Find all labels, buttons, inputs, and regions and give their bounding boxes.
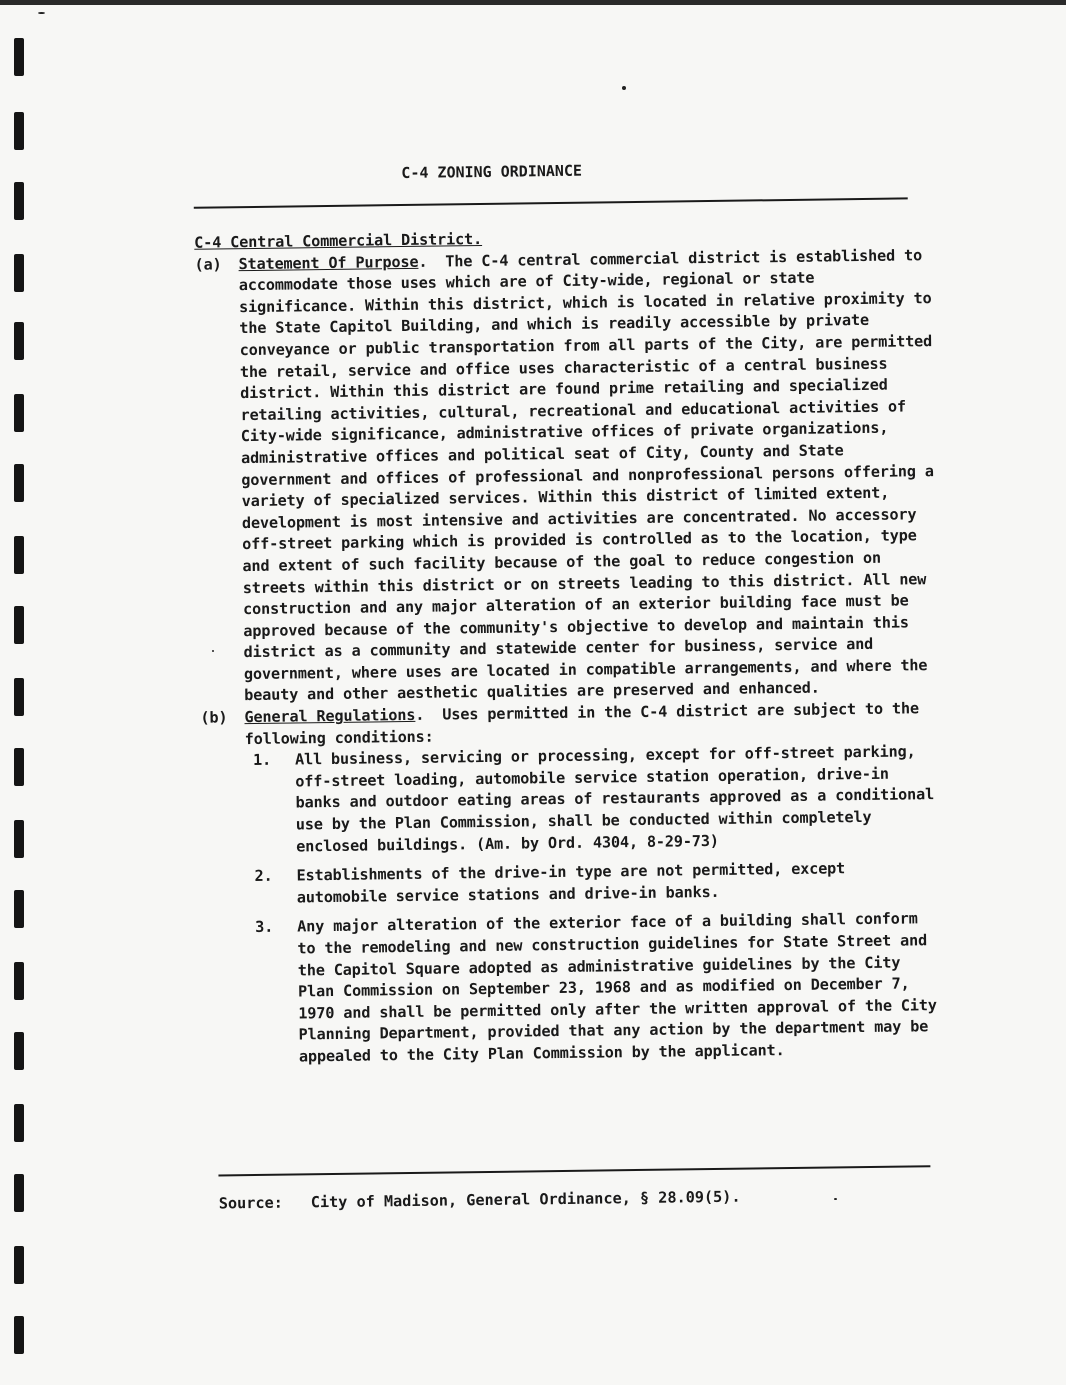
section-a-title: Statement Of Purpose bbox=[238, 252, 419, 273]
section-b-title: General Regulations bbox=[244, 705, 416, 727]
source-label: Source: bbox=[218, 1193, 283, 1213]
punch-hole bbox=[14, 322, 24, 360]
document-page bbox=[191, 0, 949, 1385]
section-b-marker: (b) bbox=[200, 708, 228, 727]
list-item-text: All business, servicing or processing, except for off-street parking, off-street loading, automobile service station operation, drive-in banks and outdoor eating areas of restaurants approved as a conditional use by the Plan Commission, shall be conducted within completely enclosed buildings. (Am. by Ord. 4304, 8-29-73) bbox=[294, 742, 935, 856]
section-b-text: Uses permitted in the C-4 district are subject to the following conditions: bbox=[244, 699, 920, 748]
punch-hole bbox=[14, 890, 24, 928]
punch-hole bbox=[14, 748, 24, 786]
punch-hole bbox=[14, 394, 24, 432]
punch-hole bbox=[14, 38, 24, 76]
list-item-number: 3. bbox=[255, 918, 274, 937]
punch-hole bbox=[14, 1316, 24, 1354]
page-title: C-4 ZONING ORDINANCE bbox=[401, 161, 583, 183]
punch-hole bbox=[14, 678, 24, 716]
section-a-text: The C-4 central commercial district is established to accommodate those uses which are of City-wide, regional or state significance. Within this district, which is located in relative proximity to the State Capitol Building, and which is readily accessible by private conveyance or public transportation from all parts of the City, are permitted the retail, service and office uses characteristic of a central business district. Within this district are found prime retailing and specialized retailing activities, cultural, recreational and educational activities of City-wide significance, administrative offices of private organizations, administrative offices and political seat of City, County and State government and offices of professional and nonprofessional persons offering a variety of specialized services. Within this district of limited extent, development is most intensive and activities are concentrated. No accessory off-street parking which is provided is controlled as to the location, type and extent of such facility because of the goal to reduce congestion on streets within this district or on streets leading to this district. All new construction and any major alteration of an exterior building face must be approved because of the community's objective to develop and maintain this district as a community and statewide center for business, service and government, where uses are located in compatible arrangements, and where the beauty and other aesthetic qualities are preserved and enhanced. bbox=[238, 245, 934, 705]
punch-hole bbox=[14, 464, 24, 502]
document-body bbox=[194, 223, 945, 1069]
list-item-text: Any major alteration of the exterior face of a building shall conform to the remodeling and new construction guidelines for State Street and the Capitol Square adopted as administrative guidelines by the City Plan Commission on September 23, 1968 and as modified on December 7, 1970 and shall be permitted only after the written approval of the City Planning Department, provided that any action by the department may be appealed to the City Plan Commission by the applicant. bbox=[297, 909, 937, 1066]
header-rule bbox=[194, 197, 908, 208]
district-heading: C-4 Central Commercial District. bbox=[194, 229, 483, 252]
section-b: (b) General Regulations. Uses permitted in the C-4 district are subject to the following conditions: bbox=[200, 698, 941, 751]
punch-hole bbox=[14, 820, 24, 858]
list-item-number: 1. bbox=[252, 751, 272, 770]
footer-rule bbox=[218, 1165, 930, 1176]
list-item bbox=[254, 857, 943, 909]
punch-hole bbox=[14, 1246, 24, 1284]
list-item bbox=[253, 741, 942, 858]
list-item-text: Establishments of the drive-in type are not permitted, except automobile service stations and drive-in banks. bbox=[296, 859, 846, 907]
list-item bbox=[255, 908, 945, 1068]
punch-hole bbox=[14, 1174, 24, 1212]
scan-speck bbox=[38, 12, 45, 14]
section-a-marker: (a) bbox=[194, 254, 222, 274]
punch-hole bbox=[14, 1032, 24, 1070]
punch-hole bbox=[14, 962, 24, 1000]
list-item-number: 2. bbox=[254, 866, 273, 886]
section-a: (a) Statement Of Purpose. The C-4 central commercial district is established to accommodate those uses which are of City-wide, regional or state significance. Within this district, which is located in relative proximity to the State Capitol Building, and which is readily accessible by private conveyance or public transportation from all parts of the City, are permitted the retail, service and office uses characteristic of a central business district. Within this district are found prime retailing and specialized retailing activities, cultural, recreational and educational activities of City-wide significance, administrative offices of private organizations, administrative offices and political seat of City, County and State government and offices of professional and nonprofessional persons offering a variety of specialized services. Within this district of limited extent, development is most intensive and activities are concentrated. No accessory off-street parking which is provided is controlled as to the location, type and extent of such facility because of the goal to reduce congestion on streets within this district or on streets leading to this district. All new construction and any major alteration of an exterior building face must be approved because of the community's objective to develop and maintain this district as a community and statewide center for business, service and government, where uses are located in compatible arrangements, and where the beauty and other aesthetic qualities are preserved and enhanced. bbox=[194, 245, 940, 708]
punch-hole bbox=[14, 254, 24, 292]
punch-hole bbox=[14, 112, 24, 150]
punch-hole bbox=[14, 1104, 24, 1142]
punch-hole bbox=[14, 606, 24, 644]
punch-hole bbox=[14, 182, 24, 220]
source-text: City of Madison, General Ordinance, § 28.09(5). bbox=[310, 1187, 741, 1212]
source-footer bbox=[218, 1165, 930, 1212]
punch-hole bbox=[14, 536, 24, 574]
